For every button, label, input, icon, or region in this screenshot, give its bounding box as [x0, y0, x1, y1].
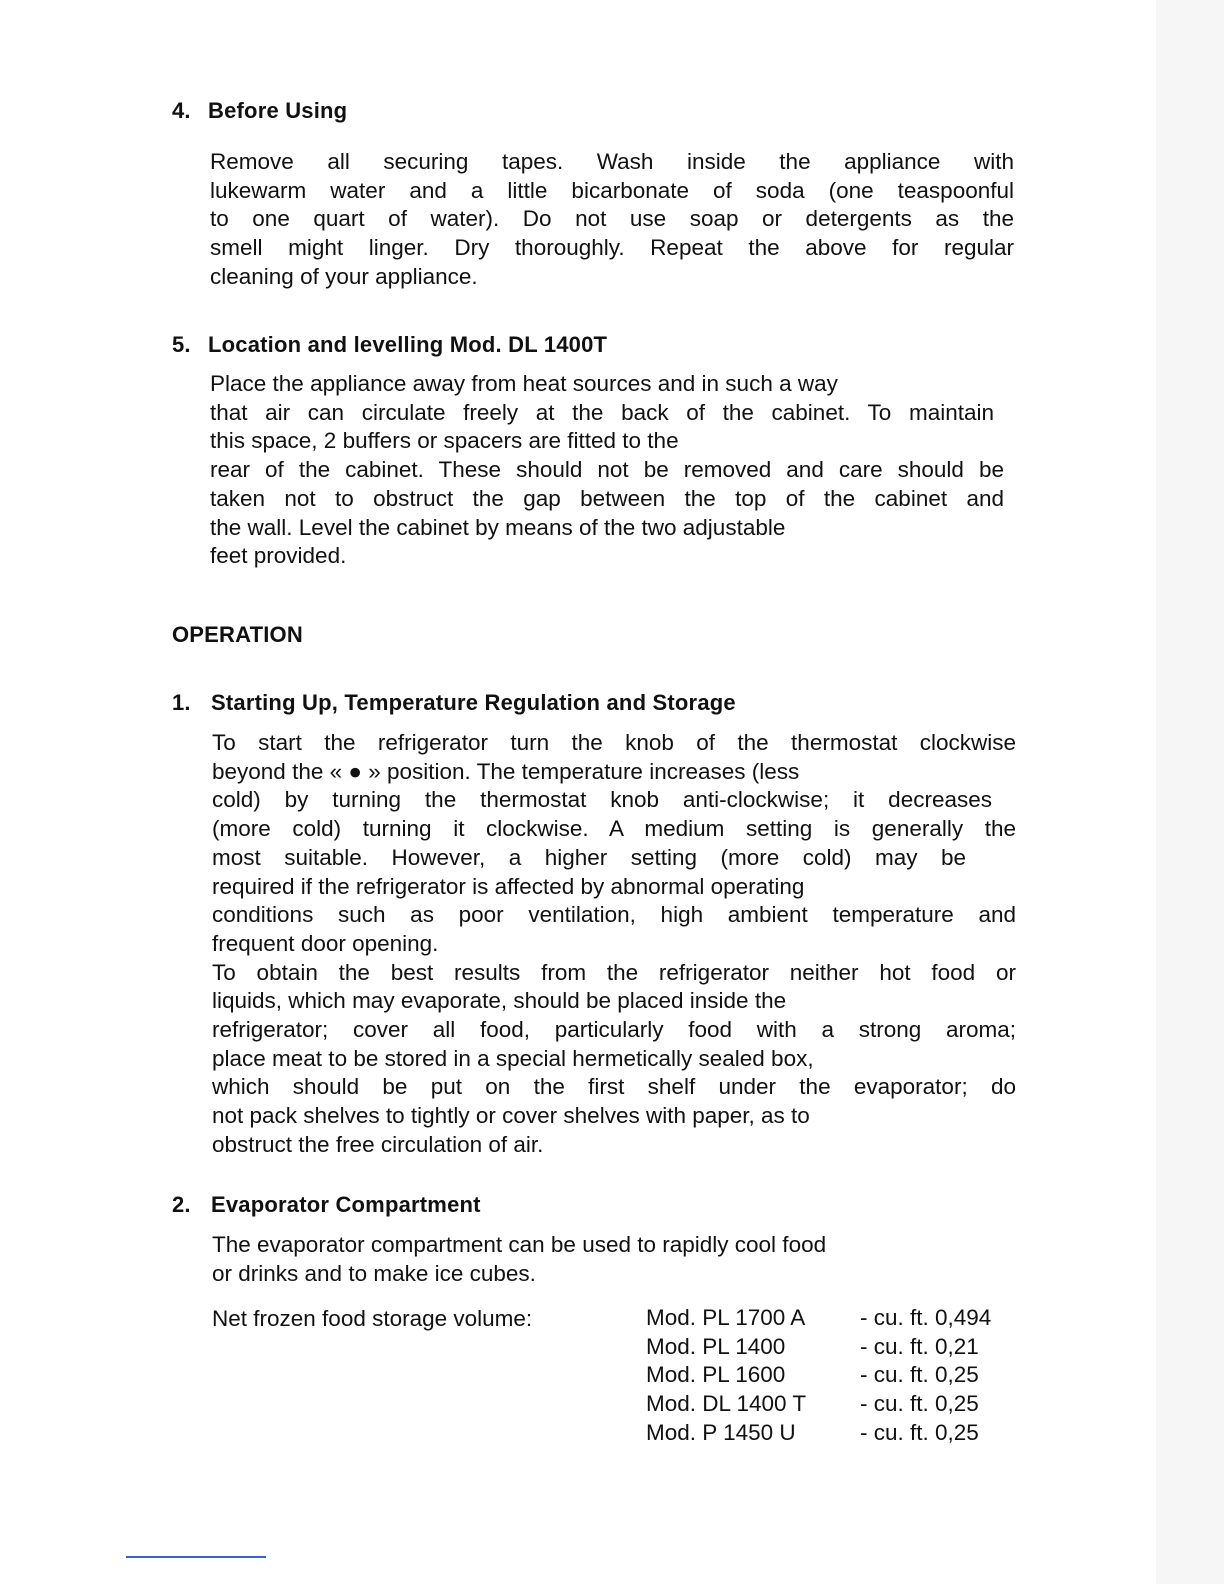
text-line: lukewarm water and a little bicarbonate of soda (one teaspoonful	[210, 177, 1014, 203]
text-line: place meat to be stored in a special hermetically sealed box,	[212, 1045, 814, 1071]
table-row	[646, 1419, 991, 1448]
section-heading-before-using	[172, 98, 347, 124]
text-line: smell might linger. Dry thoroughly. Repeat the above for regular	[210, 235, 1014, 261]
before-using-paragraph	[210, 148, 1014, 292]
text-line: The evaporator compartment can be used to rapidly cool food	[212, 1232, 827, 1257]
volume-cell: - cu. ft. 0,494	[860, 1305, 992, 1330]
text-line: To start the refrigerator turn the knob of the thermostat clockwise	[212, 730, 1016, 755]
text-line: feet provided.	[210, 543, 347, 569]
operation-title: OPERATION	[172, 622, 303, 647]
text-line: or drinks and to make ice cubes.	[212, 1260, 536, 1286]
text-line: cleaning of your appliance.	[210, 263, 478, 289]
text-line: cold) by turning the thermostat knob anti-clockwise; it decreases	[212, 787, 992, 813]
table-row	[646, 1361, 991, 1390]
text-line: obstruct the free circulation of air.	[212, 1131, 544, 1157]
text-line: which should be put on the first shelf under the evaporator; do	[212, 1074, 1016, 1100]
section-number: 5.	[172, 332, 191, 357]
section-number: 4.	[172, 98, 191, 123]
starting-up-paragraph	[212, 729, 1016, 1160]
model-cell: Mod. PL 1400	[646, 1333, 786, 1359]
text-line: refrigerator; cover all food, particularly food with a strong aroma;	[212, 1017, 1016, 1043]
location-paragraph	[210, 370, 1004, 571]
section-heading-starting-up	[172, 690, 736, 716]
text-line: to one quart of water). Do not use soap or detergents as the	[210, 206, 1014, 232]
text-line: this space, 2 buffers or spacers are fitted to the	[210, 428, 679, 454]
section-number: 2.	[172, 1192, 191, 1217]
model-cell: Mod. P 1450 U	[646, 1419, 796, 1445]
text-line: Remove all securing tapes. Wash inside the appliance with	[210, 149, 1014, 174]
model-cell: Mod. PL 1600	[646, 1362, 786, 1388]
section-title: Before Using	[208, 98, 348, 123]
text-line: rear of the cabinet. These should not be removed and care should be	[210, 457, 1004, 483]
text-line: required if the refrigerator is affected by abnormal operating	[212, 873, 805, 899]
volume-table	[646, 1304, 991, 1448]
text-line: most suitable. However, a higher setting (more cold) may be	[212, 844, 966, 870]
section-heading-evaporator	[172, 1192, 481, 1218]
text-line: (more cold) turning it clockwise. A medium setting is generally the	[212, 816, 1016, 842]
text-line: frequent door opening.	[212, 930, 439, 956]
volume-cell: - cu. ft. 0,25	[860, 1391, 979, 1417]
model-cell: Mod. DL 1400 T	[646, 1391, 807, 1417]
volume-cell: - cu. ft. 0,25	[860, 1362, 979, 1388]
footnote-rule	[126, 1556, 266, 1558]
volume-label: Net frozen food storage volume:	[212, 1306, 533, 1331]
table-row	[646, 1333, 991, 1362]
section-title: Starting Up, Temperature Regulation and Storage	[211, 690, 736, 715]
text-line: the wall. Level the cabinet by means of the two adjustable	[210, 514, 786, 540]
section-heading-location	[172, 332, 607, 358]
text-line: To obtain the best results from the refrigerator neither hot food or	[212, 959, 1016, 985]
volume-cell: - cu. ft. 0,21	[860, 1333, 979, 1359]
evaporator-paragraph	[212, 1231, 972, 1288]
model-cell: Mod. PL 1700 A	[646, 1305, 806, 1330]
table-row	[646, 1390, 991, 1419]
section-title: Evaporator Compartment	[211, 1192, 481, 1217]
text-line: taken not to obstruct the gap between the top of the cabinet and	[210, 485, 1004, 511]
section-title: Location and levelling Mod. DL 1400T	[208, 332, 608, 357]
section-number: 1.	[172, 690, 191, 715]
table-row	[646, 1304, 991, 1333]
text-line: beyond the « ● » position. The temperature increases (less	[212, 758, 800, 784]
text-line: not pack shelves to tightly or cover shelves with paper, as to	[212, 1103, 810, 1129]
volume-cell: - cu. ft. 0,25	[860, 1419, 979, 1445]
page-edge-shading	[1156, 0, 1224, 1584]
text-line: that air can circulate freely at the back of the cabinet. To maintain	[210, 399, 994, 425]
text-line: liquids, which may evaporate, should be placed inside the	[212, 988, 787, 1014]
text-line: conditions such as poor ventilation, high ambient temperature and	[212, 902, 1016, 928]
text-line: Place the appliance away from heat sources and in such a way	[210, 371, 838, 396]
